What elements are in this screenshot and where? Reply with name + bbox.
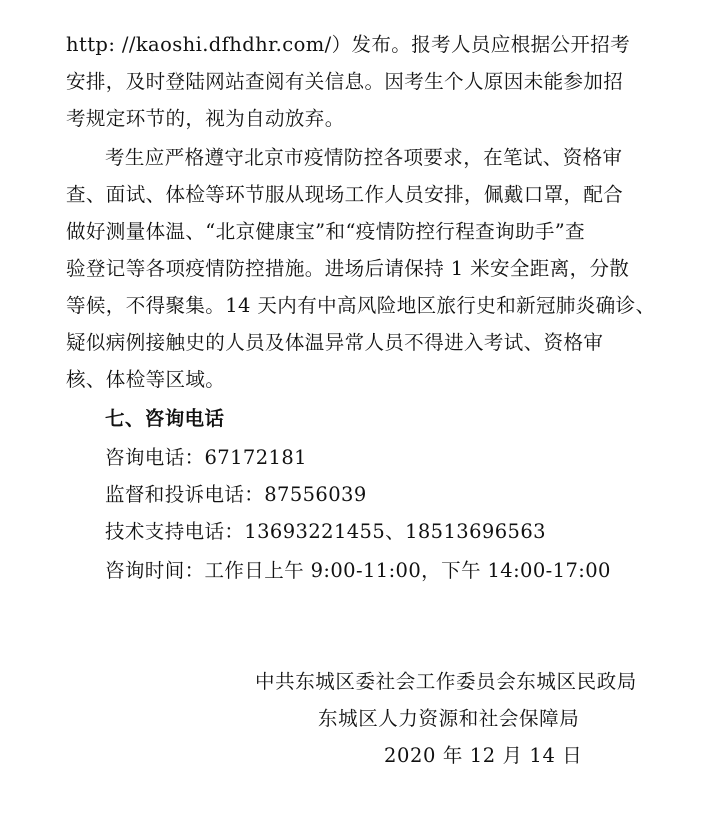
signature-date: 2020 年 12 月 14 日 bbox=[384, 744, 583, 767]
paragraph-2-line-4: 验登记等各项疫情防控措施。进场后请保持 1 米安全距离，分散 bbox=[66, 257, 630, 280]
paragraph-2-line-2: 查、面试、体检等环节服从现场工作人员安排，佩戴口罩，配合 bbox=[66, 183, 624, 206]
signature-org-1: 中共东城区委社会工作委员会东城区民政局 bbox=[255, 670, 637, 693]
paragraph-2-line-1: 考生应严格遵守北京市疫情防控各项要求，在笔试、资格审 bbox=[105, 146, 623, 169]
paragraph-2-line-5: 等候，不得聚集。14 天内有中高风险地区旅行史和新冠肺炎确诊、 bbox=[66, 294, 656, 317]
complaint-phone: 监督和投诉电话：87556039 bbox=[105, 483, 367, 506]
consult-phone: 咨询电话：67172181 bbox=[105, 446, 307, 469]
signature-org-2: 东城区人力资源和社会保障局 bbox=[318, 707, 580, 730]
consult-hours: 咨询时间：工作日上午 9:00-11:00，下午 14:00-17:00 bbox=[105, 559, 611, 582]
paragraph-2-line-3: 做好测量体温、“北京健康宝”和“疫情防控行程查询助手”查 bbox=[66, 220, 586, 243]
tech-support-phone: 技术支持电话：13693221455、18513696563 bbox=[105, 520, 546, 543]
paragraph-1-line-1: http: //kaoshi.dfhdhr.com/）发布。报考人员应根据公开招考 bbox=[66, 33, 631, 56]
paragraph-2-line-6: 疑似病例接触史的人员及体温异常人员不得进入考试、资格审 bbox=[66, 331, 604, 354]
paragraph-2-line-7: 核、体检等区域。 bbox=[66, 368, 226, 391]
section-7-heading: 七、咨询电话 bbox=[105, 407, 225, 430]
paragraph-1-line-2: 安排，及时登陆网站查阅有关信息。因考生个人原因未能参加招 bbox=[66, 70, 624, 93]
paragraph-1-line-3: 考规定环节的，视为自动放弃。 bbox=[66, 107, 345, 130]
